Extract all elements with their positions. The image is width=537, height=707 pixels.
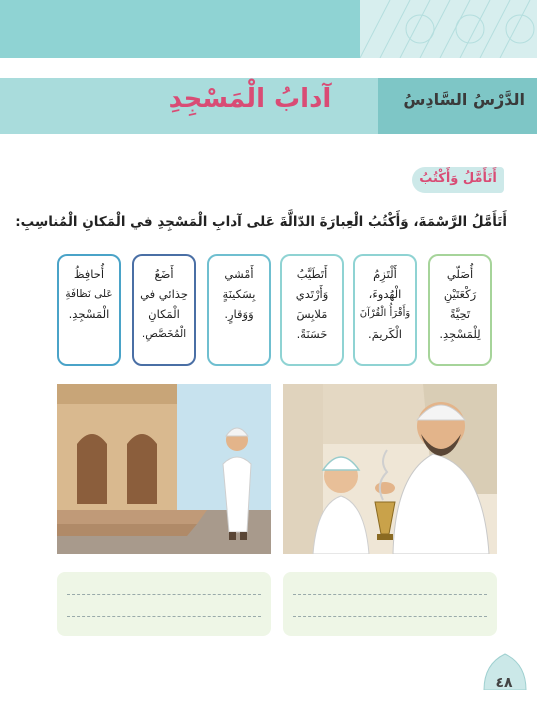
phrase-card-text: [357, 264, 413, 344]
phrase-card[interactable]: [132, 254, 196, 366]
card-line: وَأَرْتَدي: [295, 287, 329, 301]
card-line: أَضَعُ: [154, 267, 174, 281]
phrase-card-text: [136, 264, 192, 344]
card-line: أَلْتَزِمُ: [373, 267, 397, 281]
card-line: حِذائي في: [140, 287, 188, 301]
answer-box-right[interactable]: [283, 572, 497, 636]
card-line: عَلى نَظافَةِ: [65, 288, 113, 300]
card-line: الْمَكانِ: [148, 307, 180, 321]
phrase-card[interactable]: [280, 254, 344, 366]
card-line: الْمَسْجِدِ.: [68, 307, 110, 321]
answer-line: [67, 616, 261, 617]
incense-illustration: [283, 384, 497, 554]
answer-line: [293, 594, 487, 595]
card-line: تَحِيَّةً: [449, 307, 471, 321]
card-line: الْهُدوءَ،: [368, 287, 402, 301]
page-number: ٤٨: [495, 675, 513, 691]
card-line: حَسَنَةً.: [296, 327, 328, 341]
lesson-title: آدابُ الْمَسْجِدِ: [168, 84, 332, 114]
card-line: أَتَطَيَّبُ: [296, 267, 328, 281]
phrase-card[interactable]: [428, 254, 492, 366]
answer-line: [67, 594, 261, 595]
card-line: أَمْشي: [224, 267, 254, 281]
phrase-card-text: [61, 264, 117, 324]
answer-box-left[interactable]: [57, 572, 271, 636]
card-line: وَأَقْرَأُ الْقُرْآنَ: [359, 308, 411, 319]
card-line: رَكْعَتَيْنِ: [443, 287, 477, 301]
card-line: الْكَريمَ.: [368, 327, 402, 341]
mosque-walking-illustration: [57, 384, 271, 554]
card-line: بِسَكينَةٍ: [222, 287, 256, 301]
card-line: أُصَلّي: [446, 267, 474, 281]
top-pattern-decoration: [360, 0, 537, 58]
section-label: أَتَأَمَّلُ وَأَكْتُبُ: [419, 171, 497, 186]
card-line: الْمُخَصَّصِ.: [141, 328, 187, 340]
exercise-instruction: أَتَأَمَّلُ الرَّسْمَةَ، وَأَكْتُبُ الْعِبارَةَ الدّالَّةَ عَلى آدابِ الْمَسْجِدِ في الْمَكانِ الْمُناسِبِ:: [15, 214, 507, 230]
card-line: مَلابِسَ: [296, 307, 328, 321]
lesson-number-label: الدَّرْسُ السَّادِسُ: [403, 90, 525, 109]
phrase-card-text: [211, 264, 267, 324]
phrase-card[interactable]: [353, 254, 417, 366]
answer-line: [293, 616, 487, 617]
card-line: وَوَقارٍ.: [224, 307, 254, 321]
phrase-card-text: [284, 264, 340, 344]
phrase-card[interactable]: [207, 254, 271, 366]
phrase-card-text: [432, 264, 488, 344]
card-line: أُحافِظُ: [73, 267, 105, 281]
card-line: لِلْمَسْجِدِ.: [439, 327, 481, 341]
phrase-card[interactable]: [57, 254, 121, 366]
